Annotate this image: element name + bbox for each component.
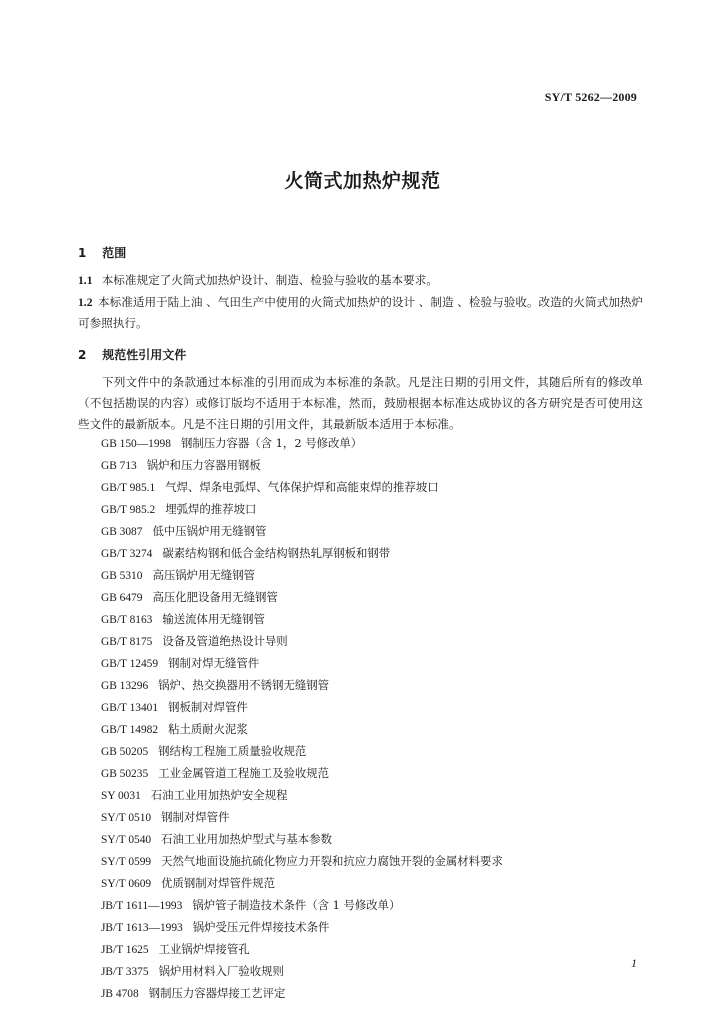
section-heading-normative-references: [78, 346, 186, 363]
reference-code: JB/T 1625: [101, 944, 149, 956]
reference-item: [101, 630, 503, 652]
reference-title: 钢制压力容器焊接工艺评定: [148, 986, 286, 1000]
reference-title: 钢板制对焊管件: [168, 700, 248, 714]
reference-title: 埋弧焊的推荐坡口: [165, 502, 257, 516]
reference-code: GB 713: [101, 460, 137, 472]
reference-title: 石油工业用加热炉安全规程: [150, 788, 288, 802]
reference-title: 锅炉、热交换器用不锈钢无缝钢管: [158, 678, 330, 692]
reference-title: 钢制对焊管件: [161, 810, 230, 824]
reference-item: [101, 476, 503, 498]
reference-item: [101, 652, 503, 674]
reference-item: [101, 564, 503, 586]
reference-title: 钢结构工程施工质量验收规范: [158, 744, 307, 758]
reference-title: 钢制压力容器（含 1，2 号修改单）: [180, 436, 363, 450]
reference-item: [101, 586, 503, 608]
page-number: 1: [631, 956, 637, 970]
clause-1-1: [78, 270, 643, 291]
reference-item: [101, 828, 503, 850]
reference-item: [101, 718, 503, 740]
document-title: 火筒式加热炉规范: [284, 170, 441, 192]
section-number: 1: [78, 246, 87, 260]
reference-item: [101, 696, 503, 718]
reference-item: [101, 872, 503, 894]
reference-title: 锅炉和压力容器用钢板: [146, 458, 261, 472]
reference-code: GB/T 8175: [101, 636, 153, 648]
clause-number: 1.1: [78, 274, 93, 287]
clause-1-2: [78, 292, 643, 334]
reference-item: [101, 740, 503, 762]
reference-title: 钢制对焊无缝管件: [168, 656, 260, 670]
section-number: 2: [78, 348, 87, 362]
standard-code: SY/T 5262—2009: [544, 90, 637, 104]
reference-title: 设备及管道绝热设计导则: [162, 634, 288, 648]
reference-list: [101, 432, 503, 1004]
reference-code: SY/T 0599: [101, 856, 152, 868]
reference-item: [101, 762, 503, 784]
reference-code: GB/T 12459: [101, 658, 159, 670]
reference-code: GB/T 3274: [101, 548, 153, 560]
reference-item: [101, 960, 503, 982]
reference-code: SY/T 0540: [101, 834, 152, 846]
reference-title: 工业金属管道工程施工及验收规范: [158, 766, 330, 780]
reference-code: JB/T 1611—1993: [101, 900, 183, 912]
reference-title: 碳素结构钢和低合金结构钢热轧厚钢板和钢带: [162, 546, 391, 560]
reference-code: GB 150—1998: [101, 438, 171, 450]
clause-text: 本标准适用于陆上油 、气田生产中使用的火筒式加热炉的设计 、制造 、检验与验收。改造的火筒式加热炉可参照执行。: [78, 295, 643, 330]
reference-item: [101, 938, 503, 960]
reference-title: 锅炉管子制造技术条件（含 1 号修改单）: [192, 898, 401, 912]
reference-item: [101, 432, 503, 454]
reference-code: SY/T 0609: [101, 878, 152, 890]
references-intro: 下列文件中的条款通过本标准的引用而成为本标准的条款。凡是注日期的引用文件，其随后所有的修改单（不包括勘误的内容）或修订版均不适用于本标准，然而，鼓励根据本标准达成协议的各方研究是否可使用这些文件的最新版本。凡是不注日期的引用文件，其最新版本适用于本标准。: [78, 375, 643, 431]
reference-code: JB/T 3375: [101, 966, 149, 978]
reference-title: 粘土质耐火泥浆: [168, 722, 248, 736]
reference-code: GB 6479: [101, 592, 143, 604]
reference-title: 石油工业用加热炉型式与基本参数: [161, 832, 332, 846]
reference-item: [101, 982, 503, 1004]
reference-item: [101, 850, 503, 872]
reference-code: JB 4708: [101, 988, 139, 1000]
reference-title: 工业锅炉焊接管孔: [158, 942, 250, 956]
reference-code: SY/T 0510: [101, 812, 152, 824]
section-heading-scope: [78, 244, 126, 261]
reference-code: GB/T 8163: [101, 614, 153, 626]
reference-item: [101, 674, 503, 696]
reference-code: GB 5310: [101, 570, 143, 582]
reference-item: [101, 454, 503, 476]
reference-title: 高压锅炉用无缝钢管: [152, 568, 255, 582]
reference-code: GB 3087: [101, 526, 143, 538]
reference-code: GB 13296: [101, 680, 149, 692]
reference-item: [101, 894, 503, 916]
reference-code: JB/T 1613—1993: [101, 922, 183, 934]
clause-number: 1.2: [78, 296, 93, 309]
reference-title: 输送流体用无缝钢管: [162, 612, 265, 626]
reference-item: [101, 542, 503, 564]
reference-code: GB/T 985.1: [101, 482, 156, 494]
reference-code: GB 50205: [101, 746, 149, 758]
reference-code: GB/T 985.2: [101, 504, 156, 516]
reference-item: [101, 916, 503, 938]
reference-code: GB/T 14982: [101, 724, 159, 736]
reference-title: 气焊、焊条电弧焊、气体保护焊和高能束焊的推荐坡口: [165, 480, 439, 494]
reference-item: [101, 806, 503, 828]
section-title: 范围: [102, 246, 127, 260]
reference-item: [101, 608, 503, 630]
reference-title: 天然气地面设施抗硫化物应力开裂和抗应力腐蚀开裂的金属材料要求: [161, 854, 503, 868]
section-title: 规范性引用文件: [102, 348, 187, 362]
reference-title: 锅炉用材料入厂验收规则: [158, 964, 284, 978]
reference-title: 高压化肥设备用无缝钢管: [152, 590, 278, 604]
reference-code: GB/T 13401: [101, 702, 159, 714]
clause-text: 本标准规定了火筒式加热炉设计、制造、检验与验收的基本要求。: [101, 273, 438, 287]
reference-item: [101, 520, 503, 542]
reference-title: 锅炉受压元件焊接技术条件: [192, 920, 330, 934]
reference-item: [101, 498, 503, 520]
reference-code: GB 50235: [101, 768, 149, 780]
reference-title: 低中压锅炉用无缝钢管: [152, 524, 267, 538]
reference-item: [101, 784, 503, 806]
reference-code: SY 0031: [101, 790, 141, 802]
reference-title: 优质钢制对焊管件规范: [161, 876, 276, 890]
